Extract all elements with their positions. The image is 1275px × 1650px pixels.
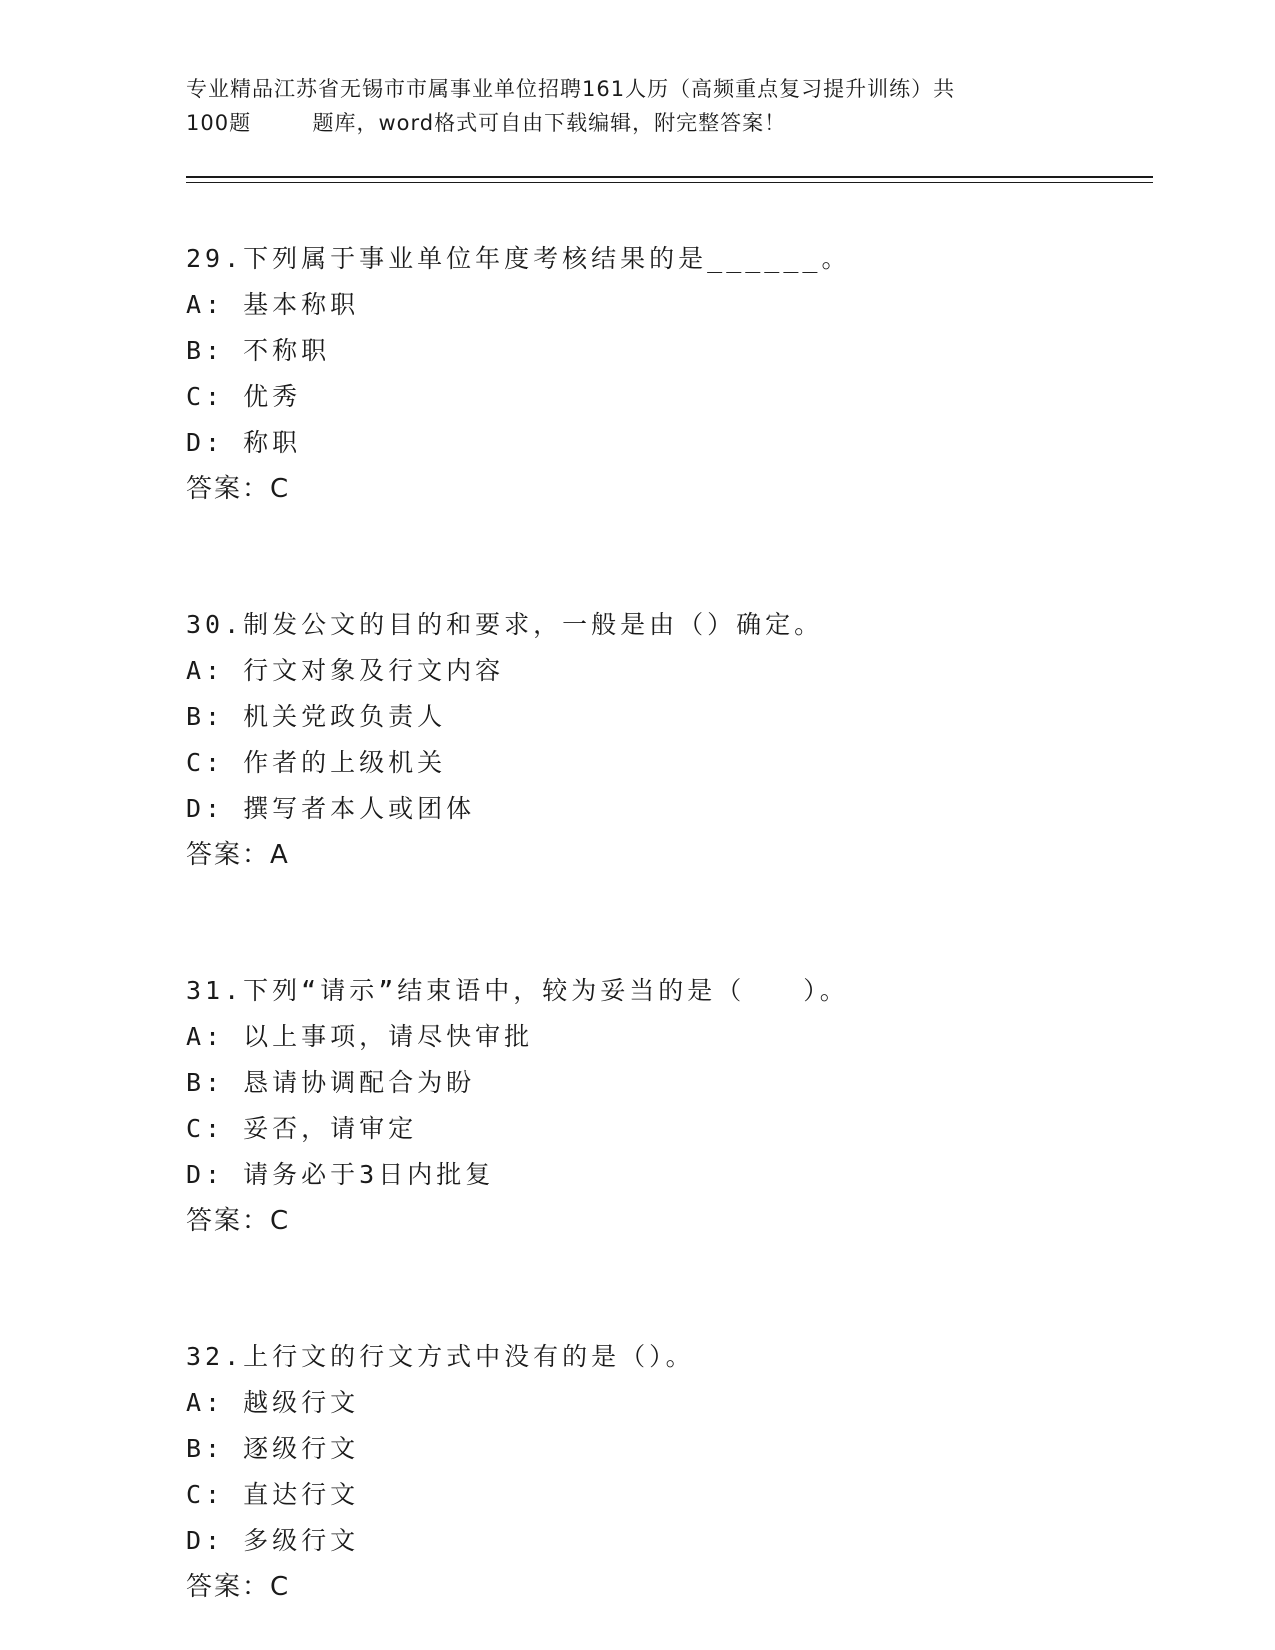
option-a: A: 基本称职 xyxy=(186,290,360,319)
question-31 xyxy=(186,968,1146,1244)
document-header xyxy=(186,72,1086,140)
option-a: A: 行文对象及行文内容 xyxy=(186,656,505,685)
option-c: C: 优秀 xyxy=(186,382,302,411)
question-spacer xyxy=(186,1244,1146,1334)
answer-line: 答案：C xyxy=(186,1206,291,1236)
header-title-line-1: 专业精品江苏省无锡市市属事业单位招聘161人历（高频重点复习提升训练）共 xyxy=(186,77,956,101)
answer-line: 答案：C xyxy=(186,474,291,504)
question-list xyxy=(186,236,1146,1610)
question-32 xyxy=(186,1334,1146,1610)
option-d: D: 称职 xyxy=(186,428,302,457)
option-c: C: 直达行文 xyxy=(186,1480,360,1509)
question-30 xyxy=(186,602,1146,878)
question-spacer xyxy=(186,878,1146,968)
question-spacer xyxy=(186,512,1146,602)
option-d: D: 多级行文 xyxy=(186,1526,360,1555)
question-29 xyxy=(186,236,1146,512)
option-b: B: 不称职 xyxy=(186,336,331,365)
question-stem: 30.制发公文的目的和要求，一般是由（）确定。 xyxy=(186,610,824,639)
option-c: C: 妥否，请审定 xyxy=(186,1114,418,1143)
header-divider-thin xyxy=(186,182,1153,183)
option-b: B: 逐级行文 xyxy=(186,1434,360,1463)
question-stem: 32.上行文的行文方式中没有的是（）。 xyxy=(186,1342,695,1371)
header-divider-thick xyxy=(186,176,1153,178)
option-d: D: 请务必于3日内批复 xyxy=(186,1160,495,1189)
question-stem: 31.下列“请示”结束语中，较为妥当的是（ ）。 xyxy=(186,976,849,1005)
option-b: B: 恳请协调配合为盼 xyxy=(186,1068,476,1097)
option-a: A: 以上事项，请尽快审批 xyxy=(186,1022,534,1051)
option-d: D: 撰写者本人或团体 xyxy=(186,794,476,823)
header-title-line-2: 100题 题库，word格式可自由下载编辑，附完整答案！ xyxy=(186,111,787,135)
answer-line: 答案：C xyxy=(186,1572,291,1602)
answer-line: 答案：A xyxy=(186,840,290,870)
option-b: B: 机关党政负责人 xyxy=(186,702,447,731)
option-a: A: 越级行文 xyxy=(186,1388,360,1417)
question-stem: 29.下列属于事业单位年度考核结果的是______。 xyxy=(186,244,851,273)
option-c: C: 作者的上级机关 xyxy=(186,748,447,777)
